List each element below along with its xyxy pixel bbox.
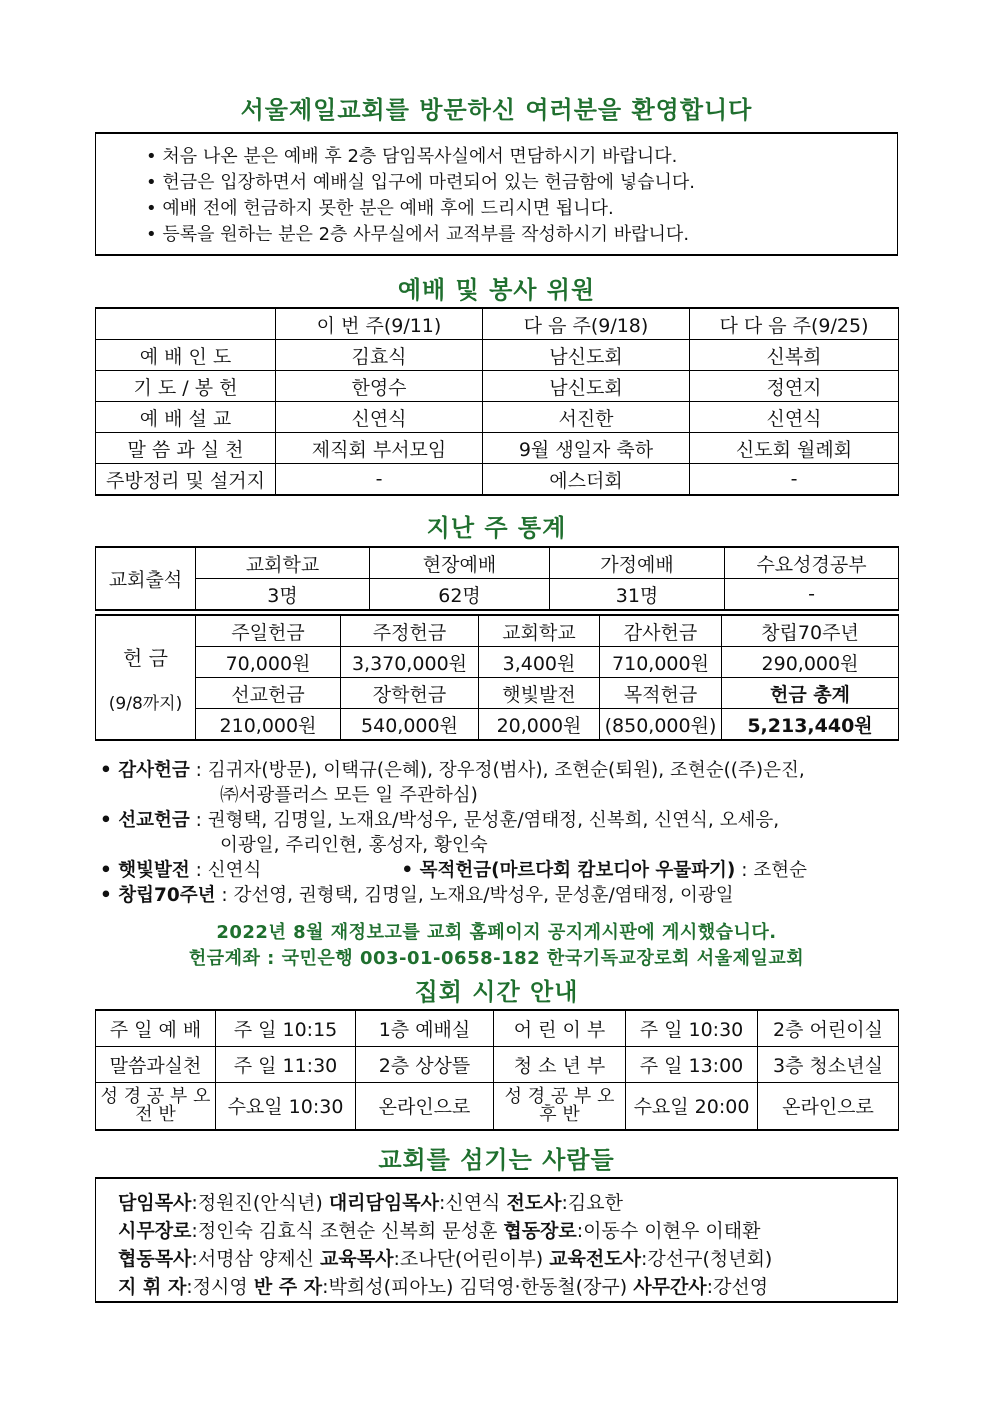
- offering-header: 목적헌금: [600, 678, 722, 709]
- staff-names: :강선영: [706, 1276, 769, 1298]
- offering-value: 710,000원: [600, 647, 722, 678]
- offering-header: 주일헌금: [196, 615, 341, 647]
- schedule-cell: 주 일 예 배: [96, 1010, 216, 1046]
- table-row: [96, 402, 899, 433]
- thanks-row: [100, 758, 900, 783]
- servers-cell: 9월 생일자 축하: [483, 433, 690, 464]
- attendance-value: 62명: [370, 579, 550, 611]
- servers-role-cell: 주방정리 및 설거지: [96, 464, 276, 496]
- schedule-cell: 수요일 10:30: [216, 1082, 356, 1130]
- staff-names: :조나단(어린이부): [393, 1248, 550, 1270]
- offering-value: (850,000원): [600, 709, 722, 741]
- thanks-text: : 김귀자(방문), 이택규(은혜), 장우정(범사), 조현순(퇴원), 조현순((주)은진,: [189, 760, 805, 781]
- anniv-row: [100, 883, 900, 908]
- servers-cell: 한영수: [276, 371, 483, 402]
- attendance-value: 3명: [196, 579, 370, 611]
- purpose-label: • 목적헌금(마르다회 캄보디아 우물파기): [401, 860, 736, 881]
- offering-header: 교회학교: [479, 615, 600, 647]
- table-row: [96, 464, 899, 496]
- staff-names: :정시영: [186, 1276, 254, 1298]
- offering-details: [100, 758, 900, 908]
- offering-header: 창립70주년: [722, 615, 899, 647]
- welcome-title: 서울제일교회를 방문하신 여러분을 환영합니다: [240, 96, 753, 124]
- table-row: [96, 1046, 899, 1082]
- purpose-text: : 조현순: [735, 860, 807, 881]
- mission-label: • 선교헌금: [100, 810, 190, 831]
- staff-names: :신연식: [438, 1192, 507, 1214]
- attendance-label: 교회출석: [96, 547, 196, 610]
- notice-item: • 처음 나온 분은 예배 후 2층 담임목사실에서 면담하시기 바랍니다.: [146, 146, 678, 167]
- table-row: [96, 1010, 899, 1046]
- staff-names: :정원진(안식년): [191, 1192, 329, 1214]
- staff-role: 시무장로: [118, 1220, 192, 1242]
- servers-cell: 남신도회: [483, 340, 690, 371]
- servers-cell: 정연지: [690, 371, 899, 402]
- schedule-cell: 성 경 공 부 오 전 반: [96, 1082, 216, 1130]
- staff-role: 협동목사: [118, 1248, 192, 1270]
- schedule-table: [95, 1009, 899, 1131]
- notice-item: • 예배 전에 헌금하지 못한 분은 예배 후에 드리시면 됩니다.: [146, 198, 614, 219]
- staff-line: [118, 1273, 897, 1301]
- schedule-cell: 말씀과실천: [96, 1046, 216, 1082]
- staff-role: 지 휘 자: [118, 1276, 187, 1298]
- thanks-label: • 감사헌금: [100, 760, 190, 781]
- schedule-cell: 주 일 11:30: [216, 1046, 356, 1082]
- servers-role-cell: 예 배 설 교: [96, 402, 276, 433]
- schedule-cell: 3층 청소년실: [758, 1046, 899, 1082]
- mission-row-cont: 이광일, 주리인현, 홍성자, 황인숙: [220, 835, 488, 856]
- staff-role: 사무간사: [633, 1276, 707, 1298]
- attendance-header: 수요성경공부: [725, 547, 899, 579]
- servers-cell: 서진한: [483, 402, 690, 433]
- offering-label: 헌 금: [123, 645, 168, 670]
- table-row: [96, 678, 899, 709]
- staff-line: [118, 1245, 897, 1273]
- offering-value: 20,000원: [479, 709, 600, 741]
- servers-role-cell: 예 배 인 도: [96, 340, 276, 371]
- servers-header-cell: 이 번 주(9/11): [276, 308, 483, 340]
- schedule-cell: 주 일 10:30: [626, 1010, 758, 1046]
- schedule-cell: 2층 어린이실: [758, 1010, 899, 1046]
- staff-names: :서명삼 양제신: [191, 1248, 321, 1270]
- attendance-header: 현장예배: [370, 547, 550, 579]
- table-row: [96, 433, 899, 464]
- notice-item: • 헌금은 입장하면서 예배실 입구에 마련되어 있는 헌금함에 넣습니다.: [146, 172, 695, 193]
- attendance-value: 31명: [550, 579, 725, 611]
- table-row: [96, 647, 899, 678]
- attendance-header: 가정예배: [550, 547, 725, 579]
- offering-header: 선교헌금: [196, 678, 341, 709]
- offering-value: 210,000원: [196, 709, 341, 741]
- offering-header: 주정헌금: [341, 615, 479, 647]
- offering-header: 햇빛발전: [479, 678, 600, 709]
- staff-names: :김요한: [561, 1192, 623, 1214]
- offering-table: [95, 614, 899, 741]
- table-row: [96, 579, 899, 611]
- staff-names: :박희성(피아노) 김덕영·한동철(장구): [322, 1276, 634, 1298]
- servers-title: 예배 및 봉사 위원: [397, 276, 596, 304]
- servers-cell: -: [276, 464, 483, 496]
- servers-cell: 신도회 월례회: [690, 433, 899, 464]
- servers-role-cell: 기 도 / 봉 헌: [96, 371, 276, 402]
- schedule-cell: 1층 예배실: [356, 1010, 494, 1046]
- servers-cell: 제직회 부서모임: [276, 433, 483, 464]
- solar-text: : 신연식: [189, 860, 262, 881]
- schedule-cell: 성 경 공 부 오 후 반: [494, 1082, 626, 1130]
- mission-text: : 권형택, 김명일, 노재요/박성우, 문성훈/염태정, 신복희, 신연식, 오세응,: [189, 810, 780, 831]
- staff-names: :강선구(청년회): [640, 1248, 773, 1270]
- table-row: [96, 1082, 899, 1130]
- offering-account: 헌금계좌 : 국민은행 003-01-0658-182 한국기독교장로회 서울제일교회: [188, 948, 805, 969]
- offering-header: 감사헌금: [600, 615, 722, 647]
- offering-value: 540,000원: [341, 709, 479, 741]
- schedule-cell: 주 일 10:15: [216, 1010, 356, 1046]
- staff-role: 협동장로: [503, 1220, 577, 1242]
- servers-cell: 신복희: [690, 340, 899, 371]
- offering-sublabel: (9/8까지): [108, 693, 183, 714]
- schedule-cell: 온라인으로: [758, 1082, 899, 1130]
- offering-label-cell: [96, 615, 196, 740]
- staff-line: [118, 1217, 897, 1245]
- servers-header-cell: 다 음 주(9/18): [483, 308, 690, 340]
- offering-value: 3,400원: [479, 647, 600, 678]
- anniv-text: : 강선영, 권형택, 김명일, 노재요/박성우, 문성훈/염태정, 이광일: [215, 885, 734, 906]
- offering-total-header: 헌금 총계: [722, 678, 899, 709]
- schedule-cell: 청 소 년 부: [494, 1046, 626, 1082]
- servers-cell: -: [690, 464, 899, 496]
- staff-role: 전도사: [506, 1192, 562, 1214]
- schedule-cell: 2층 상상뜰: [356, 1046, 494, 1082]
- staff-box: [95, 1177, 898, 1303]
- staff-role: 대리담임목사: [328, 1192, 439, 1214]
- anniv-label: • 창립70주년: [100, 885, 216, 906]
- finance-report-notice: 2022년 8월 재정보고를 교회 홈페이지 공지게시판에 게시했습니다.: [216, 922, 777, 943]
- table-row: [96, 308, 899, 340]
- servers-header-cell: [96, 308, 276, 340]
- thanks-row-cont: ㈜서광플러스 모든 일 주관하심): [220, 785, 478, 806]
- staff-names: :정인숙 김효식 조현순 신복희 문성훈: [191, 1220, 504, 1242]
- staff-names: :이동수 이현우 이태환: [576, 1220, 761, 1242]
- attendance-value: -: [725, 579, 899, 611]
- staff-role: 교육목사: [320, 1248, 394, 1270]
- table-row: [96, 709, 899, 741]
- stats-title: 지난 주 통계: [426, 514, 567, 542]
- schedule-cell: 수요일 20:00: [626, 1082, 758, 1130]
- offering-header: 장학헌금: [341, 678, 479, 709]
- servers-cell: 신연식: [690, 402, 899, 433]
- offering-value: 290,000원: [722, 647, 899, 678]
- staff-role: 반 주 자: [253, 1276, 323, 1298]
- schedule-cell: 주 일 13:00: [626, 1046, 758, 1082]
- servers-table: [95, 307, 899, 496]
- servers-cell: 남신도회: [483, 371, 690, 402]
- schedule-cell: 온라인으로: [356, 1082, 494, 1130]
- servers-cell: 에스더회: [483, 464, 690, 496]
- welcome-notice-box: [95, 132, 898, 256]
- solar-purpose-row: [100, 858, 900, 883]
- table-row: [96, 615, 899, 647]
- staff-role: 교육전도사: [549, 1248, 641, 1270]
- table-row: [96, 547, 899, 579]
- solar-label: • 햇빛발전: [100, 860, 190, 881]
- notice-item: • 등록을 원하는 분은 2층 사무실에서 교적부를 작성하시기 바랍니다.: [146, 224, 690, 245]
- staff-line: [118, 1189, 897, 1217]
- table-row: [96, 371, 899, 402]
- staff-title: 교회를 섬기는 사람들: [378, 1146, 615, 1174]
- offering-value: 3,370,000원: [341, 647, 479, 678]
- servers-cell: 신연식: [276, 402, 483, 433]
- attendance-table: [95, 546, 899, 611]
- staff-role: 담임목사: [118, 1192, 192, 1214]
- servers-role-cell: 말 씀 과 실 천: [96, 433, 276, 464]
- attendance-header: 교회학교: [196, 547, 370, 579]
- mission-row: [100, 808, 900, 833]
- schedule-title: 집회 시간 안내: [414, 978, 579, 1006]
- schedule-cell: 어 린 이 부: [494, 1010, 626, 1046]
- servers-cell: 김효식: [276, 340, 483, 371]
- table-row: [96, 340, 899, 371]
- servers-header-cell: 다 다 음 주(9/25): [690, 308, 899, 340]
- offering-value: 70,000원: [196, 647, 341, 678]
- offering-total-value: 5,213,440원: [722, 709, 899, 741]
